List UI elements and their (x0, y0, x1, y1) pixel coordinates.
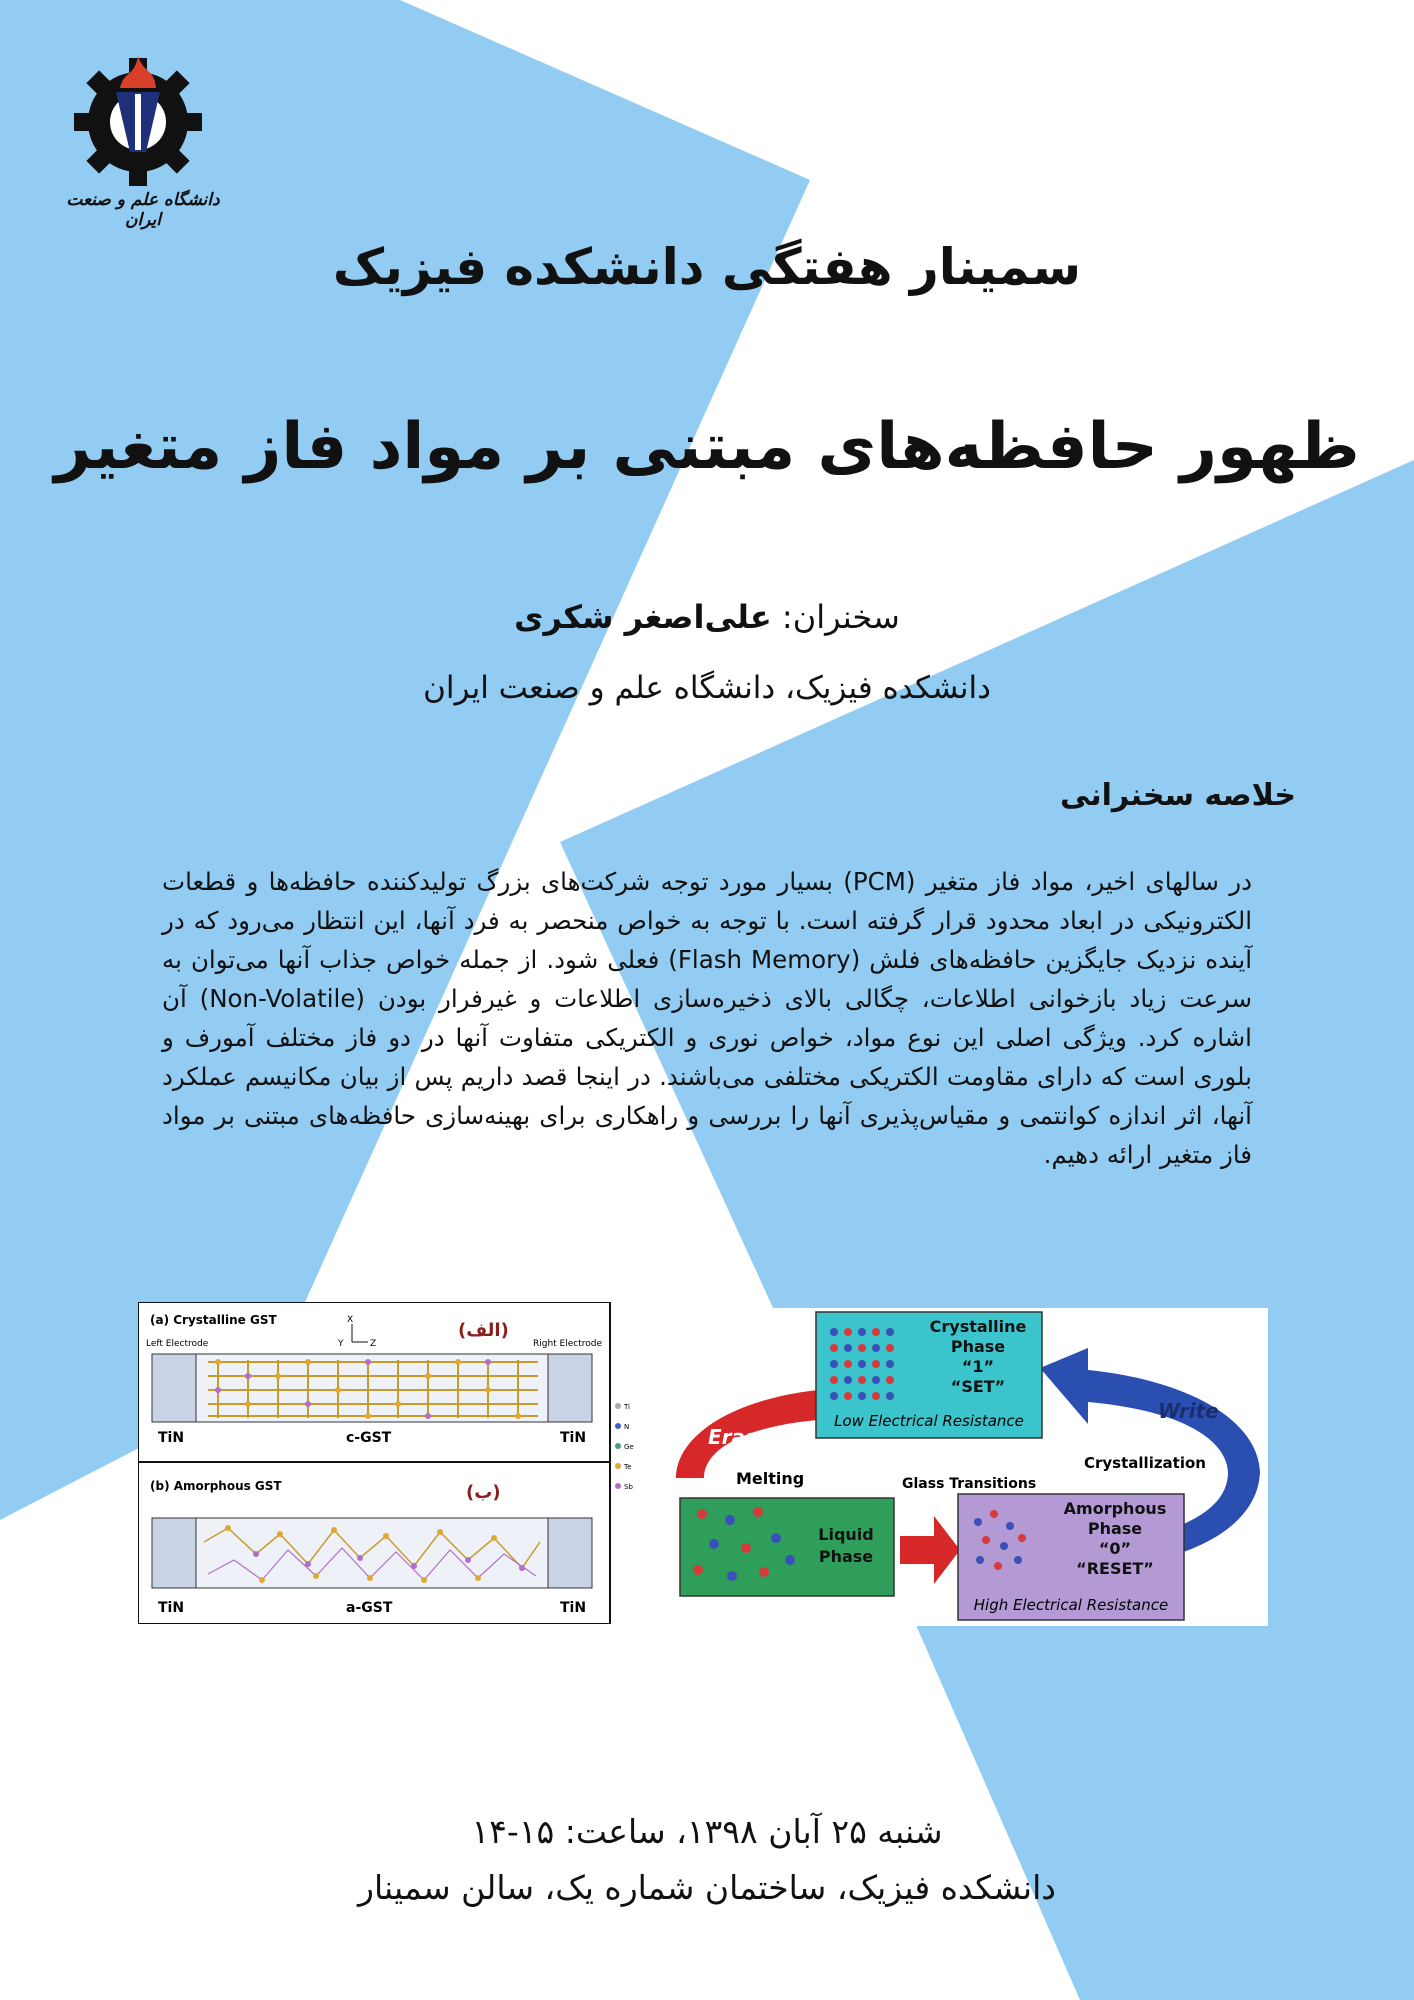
panel-a-title: (a) Crystalline GST (150, 1313, 277, 1327)
logo-text: دانشگاه علم و صنعت ایران (66, 190, 220, 230)
legend-te: Te (624, 1463, 632, 1471)
amorphous-line-2: Phase (1087, 1519, 1143, 1538)
erase-label: Erase (708, 1425, 771, 1449)
a-gst-label: a-GST (346, 1600, 393, 1616)
talk-title: ظهور حافظه‌های مبتنی بر مواد فاز متغیر (54, 410, 1360, 484)
axis-z-label: Z (370, 1339, 377, 1349)
crystalline-line-2: Phase (950, 1337, 1006, 1356)
university-logo (48, 40, 238, 240)
axis-x-label: X (347, 1315, 354, 1325)
legend-ge: Ge (624, 1443, 634, 1451)
crystalline-line-1: Crystalline (929, 1317, 1027, 1336)
tin-label-a-right: TiN (560, 1430, 587, 1446)
amorphous-line-3: “0” (1098, 1539, 1132, 1558)
amorphous-line-4: “RESET” (1076, 1559, 1154, 1578)
speaker-label: سخنران: (781, 598, 900, 636)
gst-structure-figure (138, 1302, 638, 1624)
glass-transitions-label: Glass Transitions (902, 1476, 1037, 1492)
crystalline-line-3: “1” (961, 1357, 995, 1376)
right-electrode-label-a: Right Electrode (533, 1339, 603, 1349)
c-gst-label: c-GST (346, 1430, 392, 1446)
speaker-affiliation: دانشکده فیزیک، دانشگاه علم و صنعت ایران (423, 670, 991, 706)
speaker-line (0, 598, 1414, 636)
abstract-heading: خلاصه سخنرانی (1060, 778, 1296, 813)
pcm-cycle-figure (668, 1308, 1268, 1626)
high-resistance-label: High Electrical Resistance (973, 1596, 1169, 1614)
event-location: دانشکده فیزیک، ساختمان شماره یک، سالن سمینار (358, 1868, 1056, 1907)
event-date-time: شنبه ۲۵ آبان ۱۳۹۸، ساعت: ۱۵-۱۴ (471, 1812, 943, 1851)
tin-label-b-left: TiN (158, 1600, 185, 1616)
low-resistance-label: Low Electrical Resistance (834, 1412, 1024, 1430)
panel-a-mark: (الف) (458, 1320, 509, 1341)
left-electrode-label-a: Left Electrode (146, 1339, 209, 1349)
liquid-line-1: Liquid (818, 1525, 874, 1544)
tin-label-b-right: TiN (560, 1600, 587, 1616)
tin-label-a-left: TiN (158, 1430, 185, 1446)
write-label: Write (1158, 1399, 1219, 1423)
amorphous-line-1: Amorphous (1063, 1499, 1167, 1518)
legend-n: N (624, 1423, 630, 1431)
crystallization-label: Crystallization (1084, 1454, 1206, 1472)
crystalline-lattice (152, 1354, 592, 1422)
axis-y-label: Y (338, 1339, 344, 1349)
legend-ti: Ti (624, 1403, 631, 1411)
element-legend (615, 1403, 634, 1491)
panel-b-mark: (ب) (466, 1482, 501, 1503)
speaker-name: علی‌اصغر شکری (514, 598, 772, 636)
panel-b-title: (b) Amorphous GST (150, 1479, 282, 1493)
legend-sb: Sb (624, 1483, 633, 1491)
melting-label: Melting (736, 1469, 805, 1488)
seminar-title: سمینار هفتگی دانشکده فیزیک (332, 238, 1082, 296)
amorphous-structure (152, 1518, 592, 1588)
crystalline-line-4: “SET” (950, 1377, 1006, 1396)
liquid-line-2: Phase (818, 1547, 874, 1566)
abstract-body: در سالهای اخیر، مواد فاز متغیر (PCM) بسیار مورد توجه شرکت‌های بزرگ تولیدکننده حافظه‌ها و قطعات الکترونیکی در ابعاد محدود قرار گرفته است. با توجه به خواص منحصر به فرد آنها، این انتظار می‌رود که در آینده نزدیک جایگزین حافظه‌های فلش (Flash Memory) فعلی شود. از جمله خواص جذاب آنها می‌توان به سرعت زیاد بازخوانی اطلاعات، چگالی بالای ذخیره‌سازی اطلاعات و غیرفرار بودن (Non-Volatile) آن اشاره کرد. ویژگی اصلی این نوع مواد، خواص نوری و الکتریکی متفاوت آنها در دو فاز مختلف آمورف و بلوری است که دارای مقاومت الکتریکی مختلفی می‌باشند. در اینجا قصد داریم پس از بیان مکانیسم عملکرد آنها، اثر اندازه کوانتمی و مقیاس‌پذیری آنها را بررسی و راهکاری برای بهینه‌سازی حافظه‌های مبتنی بر مواد فاز متغیر ارائه دهیم. (162, 867, 1253, 1169)
